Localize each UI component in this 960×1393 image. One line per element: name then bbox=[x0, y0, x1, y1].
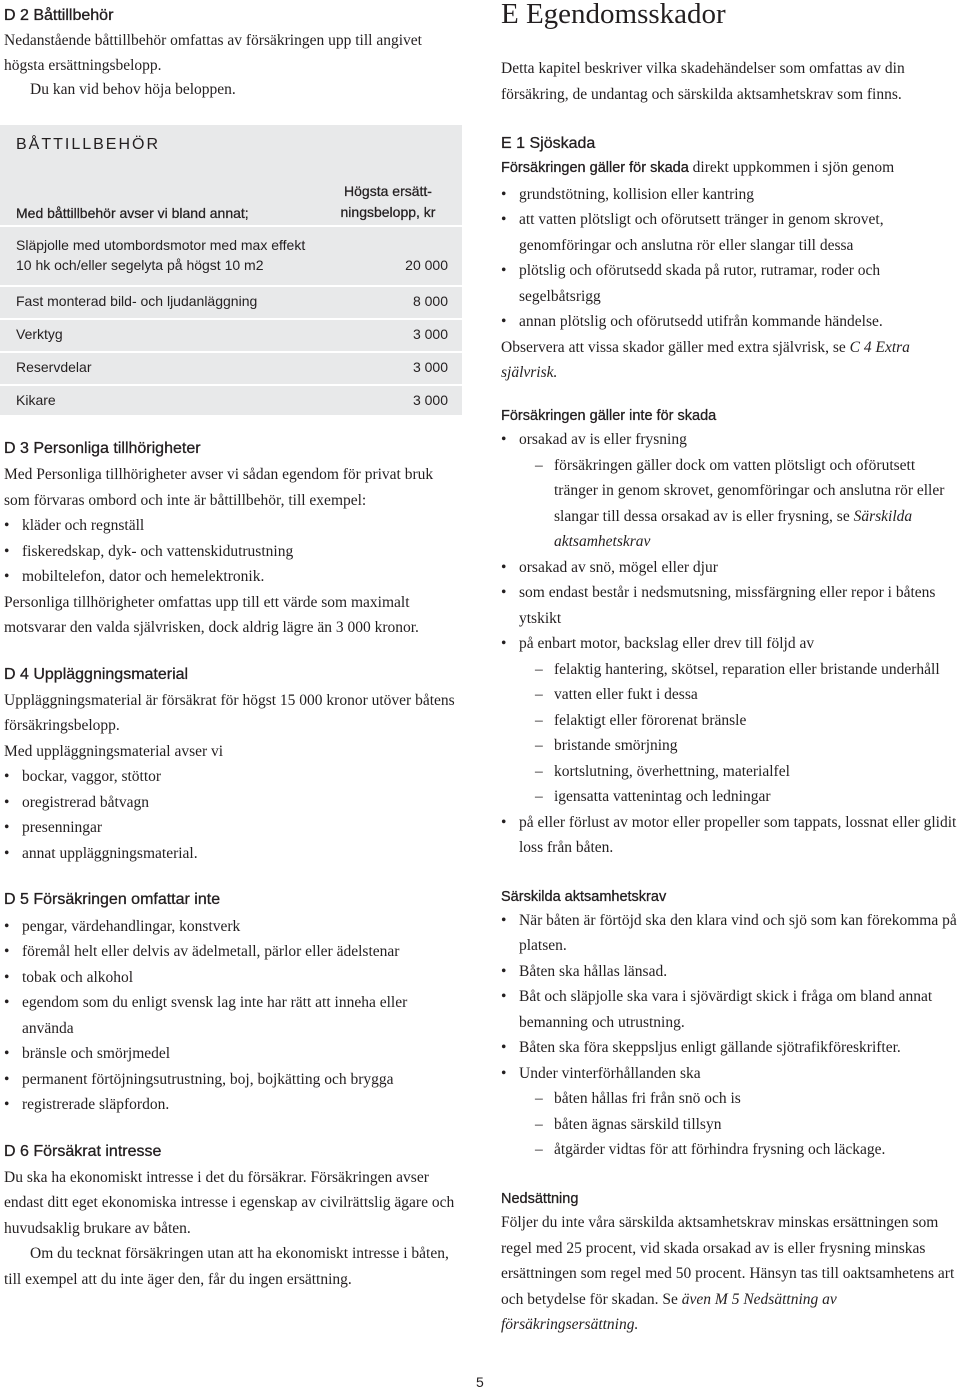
d6-heading: D 6 Försäkrat intresse bbox=[4, 1142, 162, 1160]
table-row-name: Släpjolle med utombordsmotor med max effekt 10 hk och/eller segelyta på högst 10 m2 bbox=[16, 237, 306, 273]
list-item: • som endast består i nedsmutsning, missfärgning eller repor i båtens ytskikt bbox=[501, 580, 959, 631]
table-row-value: 8 000 bbox=[412, 293, 448, 309]
list-item: • egendom som du enligt svensk lag inte har rätt att inneha eller använda bbox=[4, 990, 462, 1041]
d6-paragraph: Du ska ha ekonomiskt intresse i det du försäkrar. Försäkringen avser endast ditt eget ekonomiska intresse i egenskap av civilrättslig ägare och huvudsaklig brukare av båten. bbox=[4, 1168, 455, 1237]
e1-intro: Försäkringen gäller för skada direkt uppkommen i sjön genom bbox=[501, 159, 895, 177]
e1-list bbox=[501, 182, 959, 335]
d2-heading: D 2 Båttillbehör bbox=[4, 7, 114, 24]
e-heading: E Egendomsskador bbox=[501, 0, 726, 30]
care-requirements-heading: Särskilda aktsamhetskrav bbox=[501, 888, 667, 905]
care-requirements-list bbox=[501, 908, 959, 1163]
page-number: 5 bbox=[476, 1374, 484, 1390]
e-paragraph: Detta kapitel beskriver vilka skadehändelser som omfattas av din försäkring, de undantag och särskilda aktsamhetskrav som finns. bbox=[501, 60, 905, 103]
list-item: • pengar, värdehandlingar, konstverk bbox=[4, 914, 462, 940]
table-row bbox=[0, 318, 462, 351]
d4-heading: D 4 Uppläggningsmaterial bbox=[4, 665, 189, 683]
exclusions-heading: Försäkringen gäller inte för skada bbox=[501, 407, 717, 424]
accessories-table bbox=[0, 125, 462, 415]
table-header-right: Högsta ersätt- ningsbelopp, kr bbox=[340, 183, 436, 220]
list-item: • När båten är förtöjd ska den klara vind och sjö som kan förekomma på platsen. bbox=[501, 908, 959, 959]
reduction-heading: Nedsättning bbox=[501, 1190, 579, 1207]
table-row bbox=[0, 225, 462, 285]
table-row-value: 3 000 bbox=[412, 392, 448, 408]
table-header-left: Med båttillbehör avser vi bland annat; bbox=[16, 205, 249, 221]
list-item: • permanent förtöjningsutrustning, boj, bojkätting och brygga bbox=[4, 1067, 462, 1093]
list-item: • grundstötning, kollision eller kantring bbox=[501, 182, 959, 208]
d3-list bbox=[4, 513, 462, 590]
d2-paragraph-2: Du kan vid behov höja beloppen. bbox=[30, 81, 236, 99]
table-row-name: Kikare bbox=[16, 392, 56, 408]
list-item: • registrerade släpfordon. bbox=[4, 1092, 462, 1118]
right-column bbox=[501, 0, 959, 1338]
d4-paragraph-2: Med uppläggningsmaterial avser vi bbox=[4, 742, 224, 760]
list-item: • orsakad av is eller frysning – försäkringen gäller dock om vatten plötsligt och oförutsett tränger in genom skrovet, genomföringar och anslutna rör eller slangar till dessa orsakad av is eller frysning, se Särskilda aktsamhetskrav bbox=[501, 427, 959, 555]
list-item: • att vatten plötsligt och oförutsett tränger in genom skrovet, genomföringar och anslutna rör eller slangar till dessa bbox=[501, 207, 959, 258]
list-item: • på enbart motor, backslag eller drev till följd av – felaktig hantering, skötsel, reparation eller bristande underhåll – vatten eller fukt i dessa – felaktigt eller förorenat bränsle – bristande smörjning – kortslutning, överhettning, materialfel – igensatta vattenintag och ledningar bbox=[501, 631, 959, 810]
table-row-value: 3 000 bbox=[412, 359, 448, 375]
table-row-value: 3 000 bbox=[412, 326, 448, 342]
list-item: • Båt och släpjolle ska vara i sjövärdigt skick i fråga om bland annat bemanning och utrustning. bbox=[501, 984, 959, 1035]
table-row-value: 20 000 bbox=[405, 257, 448, 273]
list-item: • föremål helt eller delvis av ädelmetall, pärlor eller ädelstenar bbox=[4, 939, 462, 965]
e1-heading: E 1 Sjöskada bbox=[501, 135, 596, 152]
list-item: • presenningar bbox=[4, 815, 462, 841]
d3-paragraph-2: Personliga tillhörigheter omfattas upp till ett värde som maximalt motsvarar den valda självrisken, dock aldrig lägre än 3 000 kronor. bbox=[4, 593, 419, 637]
left-column-lower bbox=[4, 439, 462, 1292]
table-row-name: Fast monterad bild- och ljudanläggning bbox=[16, 293, 258, 309]
exclusions-list bbox=[501, 427, 959, 861]
list-item: • bränsle och smörjmedel bbox=[4, 1041, 462, 1067]
reduction-paragraph: Följer du inte våra särskilda aktsamhetskrav minskas ersättningen som regel med 25 procent, vid skada orsakad av is eller frysning minskas ersättningen som regel med 50 procent. Hänsyn tas till oaktsamhetens art och betydelse för skadan. Se även M 5 Nedsättning av försäkringsersättning. bbox=[501, 1214, 955, 1334]
list-item: • kläder och regnställ bbox=[4, 513, 462, 539]
table-row bbox=[0, 384, 462, 415]
table-row bbox=[0, 285, 462, 318]
list-item: • orsakad av snö, mögel eller djur bbox=[501, 555, 959, 581]
d4-paragraph: Uppläggningsmaterial är försäkrat för högst 15 000 kronor utöver båtens försäkringsbelopp. bbox=[4, 691, 455, 735]
table-title: BÅTTILLBEHÖR bbox=[16, 136, 161, 153]
d4-list bbox=[4, 764, 462, 866]
list-item: • oregistrerad båtvagn bbox=[4, 790, 462, 816]
list-item: • annan plötslig och oförutsedd utifrån kommande händelse. bbox=[501, 309, 959, 335]
d2-paragraph: Nedanstående båttillbehör omfattas av försäkringen upp till angivet högsta ersättningsbelopp. bbox=[4, 32, 422, 74]
list-item: • mobiltelefon, dator och hemelektronik. bbox=[4, 564, 462, 590]
table-row bbox=[0, 351, 462, 384]
d3-heading: D 3 Personliga tillhörigheter bbox=[4, 440, 201, 457]
list-item: • Båten ska hållas länsad. bbox=[501, 959, 959, 985]
d5-list bbox=[4, 914, 462, 1118]
list-item: • plötslig och oförutsedd skada på rutor, rutramar, roder och segelbåtsrigg bbox=[501, 258, 959, 309]
list-item: • fiskeredskap, dyk- och vattenskidutrustning bbox=[4, 539, 462, 565]
list-item: • tobak och alkohol bbox=[4, 965, 462, 991]
list-item: • Under vinterförhållanden ska – båten hållas fri från snö och is – båten ägnas särskild tillsyn – åtgärder vidtas för att förhindra frysning och läckage. bbox=[501, 1061, 959, 1163]
list-item: • bockar, vaggor, stöttor bbox=[4, 764, 462, 790]
e1-note: Observera att vissa skador gäller med extra självrisk, se C 4 Extra självrisk. bbox=[501, 338, 910, 382]
list-item: • på eller förlust av motor eller propeller som tappats, lossnat eller glidit loss från båten. bbox=[501, 810, 959, 861]
d3-paragraph: Med Personliga tillhörigheter avser vi sådan egendom för privat bruk som förvaras ombord och inte är båttillbehör, till exempel: bbox=[4, 466, 434, 509]
d5-heading: D 5 Försäkringen omfattar inte bbox=[4, 891, 221, 909]
table-row-name: Verktyg bbox=[16, 326, 63, 342]
d6-paragraph-2: Om du tecknat försäkringen utan att ha ekonomiskt intresse i båten, till exempel att du inte äger den, får du ingen ersättning. bbox=[4, 1245, 449, 1288]
list-item: • annat uppläggningsmaterial. bbox=[4, 841, 462, 867]
list-item: • Båten ska föra skeppsljus enligt gällande sjötrafikföreskrifter. bbox=[501, 1035, 959, 1061]
table-row-name: Reservdelar bbox=[16, 359, 92, 375]
